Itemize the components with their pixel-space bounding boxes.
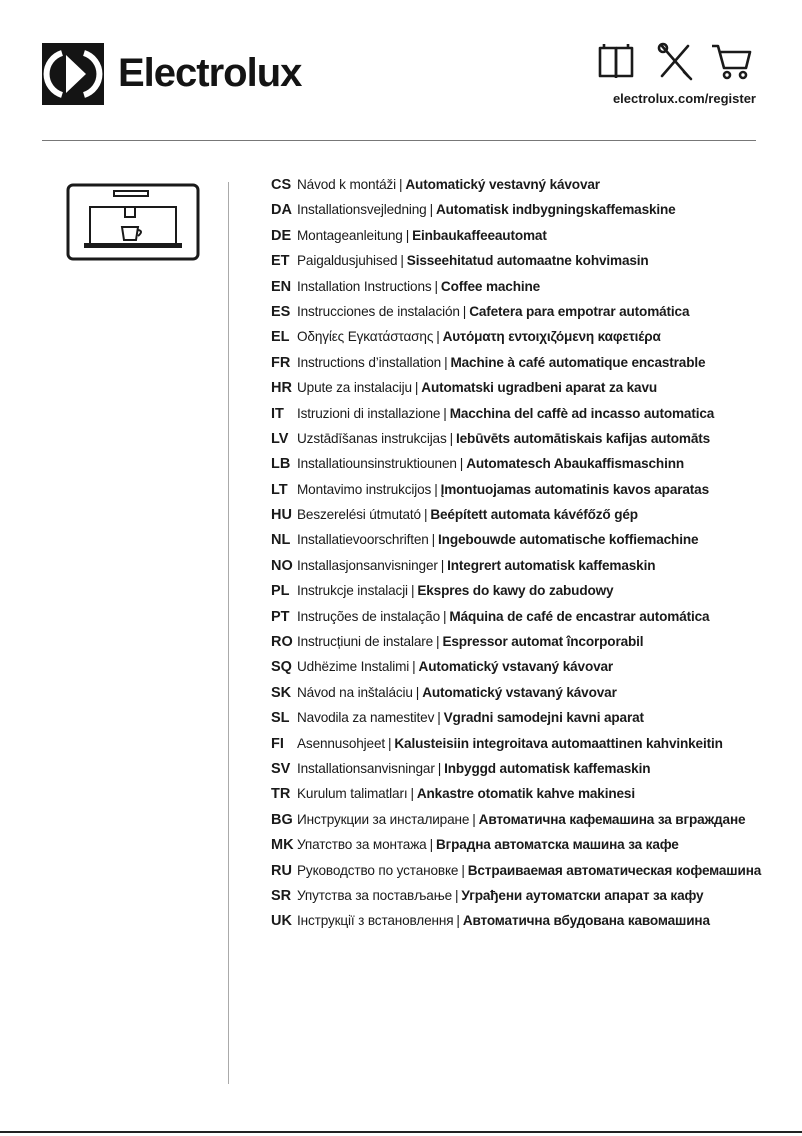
- language-title: [297, 863, 761, 878]
- language-title: [297, 329, 661, 344]
- product-name: Automatisk indbygningskaffemaskine: [435, 202, 676, 218]
- language-code: UK: [271, 913, 292, 930]
- product-name: Kalusteisiin integroitava automaattinen kahvinkeitin: [394, 735, 723, 751]
- language-row: [271, 888, 771, 913]
- language-code: EN: [271, 278, 292, 295]
- language-title: [297, 558, 655, 573]
- language-row: [271, 304, 771, 329]
- separator: |: [462, 303, 467, 319]
- language-row: [271, 482, 771, 507]
- language-code: EL: [271, 329, 290, 346]
- language-row: [271, 532, 771, 557]
- footer-divider: [0, 1131, 802, 1133]
- language-title: [297, 253, 649, 268]
- manual-title: Udhëzime Instalimi: [297, 659, 410, 675]
- product-name: Автоматична кафемашина за вграждане: [478, 811, 746, 827]
- language-code: SR: [271, 887, 292, 904]
- separator: |: [429, 202, 433, 218]
- language-row: [271, 736, 771, 761]
- separator: |: [456, 913, 460, 929]
- separator: |: [436, 329, 440, 345]
- manual-title: Návod k montáži: [297, 177, 396, 192]
- manual-title: Installatievoorschriften: [297, 532, 429, 548]
- separator: |: [440, 557, 445, 573]
- separator: |: [415, 684, 420, 700]
- language-code: SQ: [271, 659, 292, 676]
- product-name: Integrert automatisk kaffemaskin: [447, 557, 656, 573]
- language-title: [297, 761, 650, 776]
- language-code: FI: [271, 735, 284, 752]
- product-name: Inbyggd automatisk kaffemaskin: [444, 760, 651, 776]
- separator: |: [429, 837, 433, 853]
- language-title: [297, 406, 714, 421]
- tools-icon: [659, 44, 691, 79]
- language-code: PL: [271, 583, 290, 600]
- language-code: PT: [271, 608, 290, 625]
- language-code: MK: [271, 837, 294, 854]
- language-row: [271, 253, 771, 278]
- product-name: Cafetera para empotrar automática: [469, 303, 690, 319]
- language-title: [297, 177, 600, 192]
- language-row: [271, 507, 771, 532]
- separator: |: [436, 634, 440, 650]
- language-code: RO: [271, 634, 293, 651]
- product-name: Ekspres do kawy do zabudowy: [417, 583, 614, 599]
- product-name: Αυτόματη εντοιχιζόμενη καφετιέρα: [442, 329, 661, 345]
- product-name: Встраиваемая автоматическая кофемашина: [467, 862, 762, 878]
- header-divider: [42, 140, 756, 141]
- language-title: [297, 380, 657, 395]
- product-name: Automatický vstavaný kávovar: [418, 659, 614, 675]
- language-code: LV: [271, 430, 289, 447]
- language-title: [297, 456, 684, 471]
- product-name: Macchina del caffè ad incasso automatica: [449, 405, 715, 421]
- language-code: DA: [271, 202, 292, 219]
- language-code: FR: [271, 354, 291, 371]
- manual-title: Beszerelési útmutató: [297, 507, 421, 523]
- product-name: Уграђени аутоматски апарат за кафу: [461, 887, 704, 903]
- product-name: Espressor automat încorporabil: [442, 634, 644, 650]
- manual-title: Montavimo instrukcijos: [297, 481, 432, 497]
- separator: |: [444, 354, 448, 370]
- language-title: [297, 532, 698, 547]
- separator: |: [437, 710, 441, 726]
- separator: |: [443, 405, 447, 421]
- separator: |: [434, 278, 438, 294]
- language-row: [271, 355, 771, 380]
- cart-icon: [712, 46, 750, 78]
- manual-title: Kurulum talimatları: [297, 786, 408, 802]
- product-name: Automatski ugradbeni aparat za kavu: [421, 380, 658, 396]
- manual-title: Návod na inštaláciu: [297, 684, 413, 700]
- language-code: SV: [271, 760, 291, 777]
- language-title: [297, 786, 635, 801]
- language-row: [271, 812, 771, 837]
- language-title: [297, 888, 703, 903]
- language-code: NL: [271, 532, 291, 549]
- language-row: [271, 456, 771, 481]
- manual-title: Οδηγίες Εγκατάστασης: [297, 329, 434, 345]
- manual-title: Упутства за постављање: [297, 887, 453, 903]
- language-code: LB: [271, 456, 291, 473]
- language-title: [297, 837, 679, 852]
- language-title: [297, 431, 710, 446]
- manual-title: Instruções de instalação: [297, 608, 440, 624]
- language-title: [297, 583, 613, 598]
- separator: |: [410, 583, 415, 599]
- manual-title: Installationsvejledning: [297, 202, 427, 218]
- language-code: HR: [271, 380, 292, 397]
- manual-title: Instrukcje instalacji: [297, 583, 408, 599]
- manual-title: Руководство по установке: [297, 862, 459, 878]
- product-name: Machine à café automatique encastrable: [450, 354, 706, 370]
- manual-title: Installatiounsinstruktiounen: [297, 456, 457, 472]
- top-icons: [596, 42, 756, 82]
- language-row: [271, 431, 771, 456]
- language-row: [271, 913, 771, 938]
- manual-title: Montageanleitung: [297, 227, 403, 243]
- manual-title: Упатство за монтажа: [297, 837, 427, 853]
- product-name: Вградна автоматска машина за кафе: [435, 837, 679, 853]
- product-name: Iebūvēts automātiskais kafijas automāts: [456, 430, 711, 446]
- book-icon: [600, 44, 632, 78]
- language-code: CS: [271, 177, 292, 193]
- language-row: [271, 228, 771, 253]
- manual-title: Инструкции за инсталиране: [297, 811, 470, 827]
- manual-title: Instructions d’installation: [297, 354, 442, 370]
- language-title: [297, 812, 745, 827]
- product-name: Automatesch Abaukaffismaschinn: [466, 456, 685, 472]
- language-title: [297, 659, 613, 674]
- language-title: [297, 507, 638, 522]
- language-title: [297, 736, 723, 751]
- separator: |: [472, 811, 476, 827]
- language-title: [297, 355, 705, 370]
- language-code: RU: [271, 862, 292, 879]
- language-row: [271, 863, 771, 888]
- language-title: [297, 304, 689, 319]
- product-name: Įmontuojamas automatinis kavos aparatas: [440, 481, 709, 497]
- separator: |: [399, 177, 403, 192]
- language-row: [271, 583, 771, 608]
- language-row: [271, 837, 771, 862]
- register-url[interactable]: electrolux.com/register: [612, 91, 756, 106]
- language-title: [297, 482, 709, 497]
- product-name: Автоматична вбудована кавомашина: [462, 913, 710, 929]
- language-title: [297, 685, 617, 700]
- language-title: [297, 228, 547, 243]
- language-title: [297, 913, 710, 928]
- product-name: Einbaukaffeeautomat: [412, 227, 547, 243]
- separator: |: [410, 786, 414, 802]
- language-row: [271, 786, 771, 811]
- product-name: Automatický vestavný kávovar: [405, 177, 600, 192]
- product-name: Beépített automata kávéfőző gép: [430, 507, 638, 523]
- separator: |: [443, 608, 447, 624]
- product-name: Ingebouwde automatische koffiemachine: [438, 532, 699, 548]
- language-code: SL: [271, 710, 290, 727]
- language-code: SK: [271, 684, 292, 701]
- language-title: [297, 202, 676, 217]
- manual-title: Uzstādīšanas instrukcijas: [297, 430, 447, 446]
- separator: |: [455, 887, 459, 903]
- product-name: Sisseehitatud automaatne kohvimasin: [406, 253, 649, 269]
- manual-title: Installasjonsanvisninger: [297, 557, 438, 573]
- language-row: [271, 279, 771, 304]
- language-row: [271, 558, 771, 583]
- language-row: [271, 685, 771, 710]
- manual-title: Instrucțiuni de instalare: [297, 634, 434, 650]
- language-code: HU: [271, 507, 292, 524]
- separator: |: [459, 456, 464, 472]
- electrolux-emblem-icon: [42, 43, 104, 105]
- separator: |: [449, 430, 454, 446]
- language-row: [271, 761, 771, 786]
- coffee-machine-icon: [66, 183, 200, 261]
- language-title: [297, 710, 644, 725]
- language-row: [271, 329, 771, 354]
- language-row: [271, 380, 771, 405]
- language-row: [271, 406, 771, 431]
- product-name: Ankastre otomatik kahve makinesi: [416, 786, 635, 802]
- separator: |: [388, 735, 392, 751]
- manual-title: Installation Instructions: [297, 278, 432, 294]
- separator: |: [423, 507, 428, 523]
- separator: |: [434, 481, 438, 497]
- language-row: [271, 609, 771, 634]
- language-title: [297, 634, 643, 649]
- product-name: Máquina de café de encastrar automática: [449, 608, 710, 624]
- language-title: [297, 609, 709, 624]
- separator: |: [414, 380, 419, 396]
- language-list: [271, 177, 771, 939]
- manual-title: Navodila za namestitev: [297, 710, 435, 726]
- product-name: Vgradni samodejni kavni aparat: [443, 710, 644, 726]
- language-code: IT: [271, 405, 284, 422]
- language-code: NO: [271, 557, 293, 574]
- language-title: [297, 279, 540, 294]
- separator: |: [431, 532, 436, 548]
- language-row: [271, 634, 771, 659]
- language-code: DE: [271, 227, 292, 244]
- language-code: ET: [271, 253, 290, 270]
- manual-title: Paigaldusjuhised: [297, 253, 398, 269]
- manual-title: Asennusohjeet: [297, 735, 385, 751]
- manual-title: Installationsanvisningar: [297, 760, 435, 776]
- language-row: [271, 659, 771, 684]
- language-row: [271, 202, 771, 227]
- manual-title: Istruzioni di installazione: [297, 405, 441, 421]
- manual-title: Upute za instalaciju: [297, 380, 412, 396]
- manual-title: Instrucciones de instalación: [297, 303, 460, 319]
- language-code: ES: [271, 303, 291, 320]
- separator: |: [400, 253, 404, 269]
- separator: |: [437, 760, 442, 776]
- language-row: [271, 177, 771, 202]
- manual-title: Інструкції з встановлення: [297, 913, 454, 929]
- brand-name: Electrolux: [118, 51, 302, 95]
- product-name: Automatický vstavaný kávovar: [422, 684, 617, 700]
- language-code: BG: [271, 811, 293, 828]
- separator: |: [412, 659, 416, 675]
- product-name: Coffee machine: [440, 278, 541, 294]
- separator: |: [405, 227, 410, 243]
- language-code: TR: [271, 786, 291, 803]
- language-code: LT: [271, 481, 288, 498]
- separator: |: [461, 862, 465, 878]
- language-row: [271, 710, 771, 735]
- column-divider: [228, 182, 229, 1084]
